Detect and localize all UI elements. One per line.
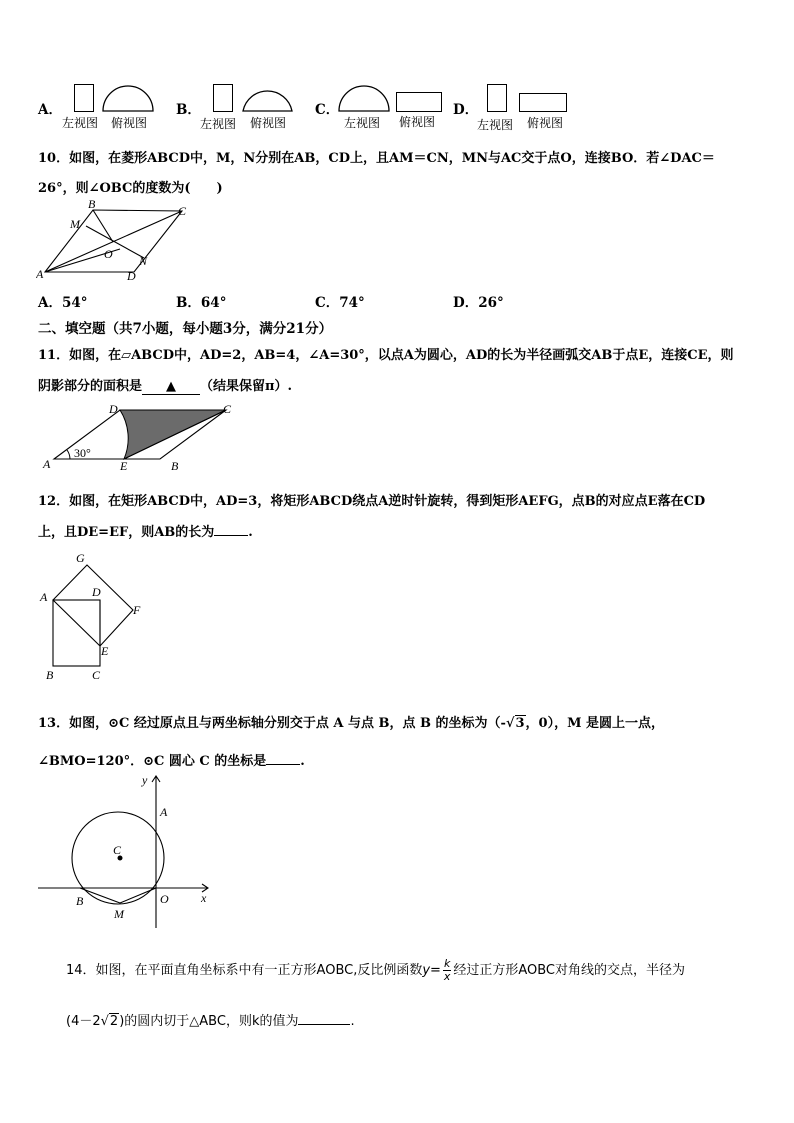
q10-label-d: D (127, 269, 136, 280)
q11-text-line1: 11．如图，在▱ABCD中，AD=2，AB=4，∠A=30°，以点A为圆心，AD的长为半径画弧交AB于点E，连接CE，则 (38, 348, 734, 363)
option-b-left-caption: 左视图 (200, 117, 237, 131)
q10-label-o: O (104, 247, 113, 261)
option-d-top-caption: 俯视图 (527, 116, 564, 130)
q14-fraction (443, 958, 451, 983)
q14-func-num: k (443, 957, 451, 970)
q12-line2-post: . (248, 525, 253, 540)
q14-func-y: y (422, 963, 431, 978)
q10-text-line2: 26°，则∠OBC的度数为( ) (38, 181, 223, 196)
option-b-top-view-arc (241, 84, 293, 112)
q13-label-o: O (160, 892, 169, 906)
q13-label-a: A (160, 805, 168, 819)
option-d-left-view-rect (487, 84, 507, 112)
q12-label-f: F (133, 603, 141, 617)
q12-label-c: C (92, 668, 101, 682)
q12-label-b: B (46, 668, 54, 682)
q13-line2-post: . (300, 754, 305, 769)
q11-text-line2 (38, 375, 292, 395)
q10-text-line1: 10．如图，在菱形ABCD中，M，N分别在AB，CD上，且AM＝CN，MN与AC交于点O，连接BO．若∠DAC＝ (38, 151, 715, 166)
q14-text-line1 (66, 958, 685, 983)
q12-text-line1: 12．如图，在矩形ABCD中，AD=3，将矩形ABCD绕点A逆时针旋转，得到矩形AEFG，点B的对应点E落在CD (38, 494, 706, 509)
q10-label-c: C (178, 204, 187, 218)
q12-label-g: G (76, 551, 85, 565)
q14-answer-blank (298, 1024, 350, 1025)
q11-label-a: A (43, 457, 51, 471)
q10-rhombus-figure (36, 198, 196, 280)
q12-text-line2 (38, 521, 253, 540)
q13-label-x: x (201, 891, 207, 905)
q11-label-d: D (109, 402, 118, 416)
q11-parallelogram-figure (36, 398, 236, 474)
option-a-left-view-rect (74, 84, 94, 112)
q13-label-c: C (113, 843, 122, 857)
option-c-top-caption: 俯视图 (399, 115, 436, 129)
q11-label-e: E (120, 459, 128, 473)
q14-func-den: x (443, 970, 451, 983)
option-c-left-view-semicircle (338, 84, 390, 112)
option-b-top-caption: 俯视图 (250, 116, 287, 130)
q10-option-d: D．26° (453, 295, 504, 311)
q14-line2-post-b: . (350, 1014, 355, 1029)
q14-line2-close: ) (119, 1014, 125, 1029)
option-a-top-view-semicircle (102, 84, 154, 112)
option-b-letter: B． (176, 102, 201, 118)
q13-text-line2 (38, 750, 305, 769)
q14-line1-pre: 14．如图，在平面直角坐标系中有一正方形AOBC,反比例函数 (66, 963, 423, 978)
q10-option-b: B．64° (176, 295, 227, 311)
q13-answer-blank (266, 764, 300, 765)
q13-label-m: M (114, 907, 124, 921)
q12-line2-pre: 上，且DE=EF，则AB的长为 (38, 525, 215, 540)
option-d-left-caption: 左视图 (477, 118, 514, 132)
q11-marker: ▲ (166, 379, 177, 394)
q10-option-a: A．54° (38, 295, 88, 311)
q11-answer-blank (142, 379, 200, 395)
q11-label-c: C (223, 402, 232, 416)
q12-label-a: A (40, 590, 48, 604)
option-c-letter: C． (315, 102, 340, 118)
option-a-left-caption: 左视图 (62, 116, 99, 130)
q14-func-eq: = (430, 963, 441, 978)
q11-line2-post: （结果保留π）. (200, 379, 293, 394)
q11-label-b: B (171, 459, 179, 473)
q13-line2-pre: ∠BMO=120°．⊙C 圆心 C 的坐标是 (38, 754, 267, 769)
q13-label-b: B (76, 894, 84, 908)
q14-line2-open: (4－2 (66, 1014, 101, 1029)
q13-circle-figure (36, 770, 221, 930)
option-b-left-view-rect (213, 84, 233, 112)
option-a-letter: A． (38, 102, 62, 118)
q10-label-n: N (139, 254, 148, 268)
option-a-top-caption: 俯视图 (111, 116, 148, 130)
q10-label-a: A (36, 267, 44, 280)
q12-rectangle-figure (36, 548, 156, 684)
q12-answer-blank (214, 535, 248, 536)
q14-line2-post-a: 的圆内切于△ABC，则k的值为 (124, 1014, 299, 1029)
q14-line1-post: 经过正方形AOBC对角线的交点，半径为 (453, 963, 685, 978)
q12-label-e: E (101, 644, 109, 658)
option-d-letter: D． (453, 102, 479, 118)
q10-label-m: M (70, 217, 80, 231)
option-c-left-caption: 左视图 (344, 116, 381, 130)
q11-angle-label: 30° (74, 446, 91, 460)
option-c-top-view-rect (396, 92, 442, 112)
q13-line1-post: ，0），M 是圆上一点， (525, 716, 665, 731)
q13-sqrt3: 3 (515, 716, 525, 731)
option-d-top-view-rect (519, 93, 567, 112)
q13-label-y: y (142, 773, 148, 787)
q10-option-c: C．74° (315, 295, 365, 311)
q14-text-line2: (4－2√2)的圆内切于△ABC，则k的值为 . (66, 1014, 355, 1029)
q10-label-b: B (88, 198, 96, 211)
q14-sqrt2: 2 (109, 1014, 119, 1029)
q12-label-d: D (92, 585, 101, 599)
section-2-title: 二、填空题（共7小题，每小题3分，满分21分） (38, 321, 333, 337)
q11-line2-pre: 阴影部分的面积是 (38, 379, 143, 394)
q13-line1-pre: 13．如图，⊙C 经过原点且与两坐标轴分别交于点 A 与点 B，点 B 的坐标为（- (38, 716, 506, 731)
q13-text-line1: 13．如图，⊙C 经过原点且与两坐标轴分别交于点 A 与点 B，点 B 的坐标为（-√3，0），M 是圆上一点， (38, 716, 665, 731)
